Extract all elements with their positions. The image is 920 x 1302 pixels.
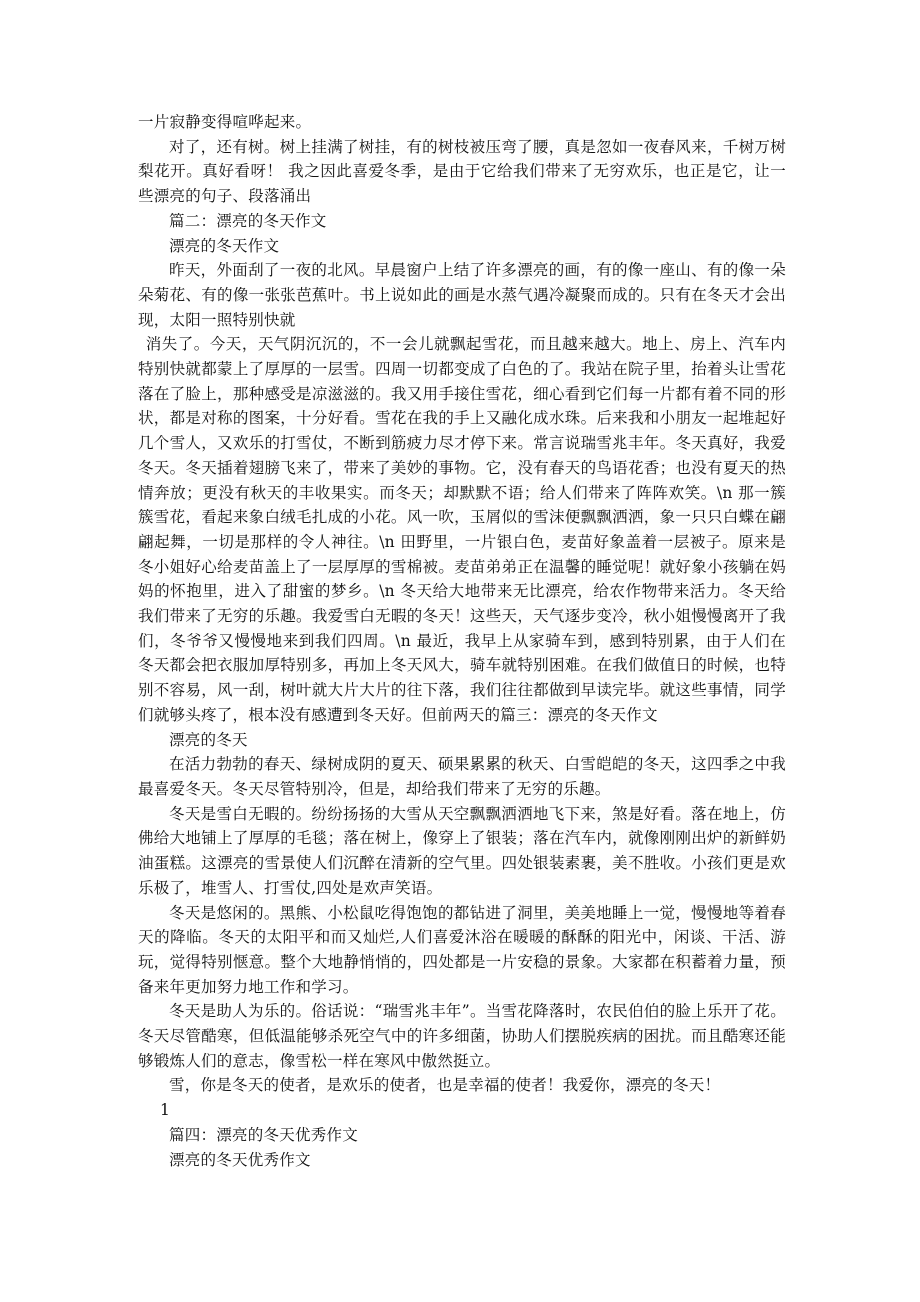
paragraph-helpful: 冬天是助人为乐的。俗话说：“瑞雪兆丰年”。当雪花降落时，农民伯伯的脸上乐开了花。冬天尽管酷寒，但低温能够杀死空气中的许多细菌，协助人们摆脱疾病的困扰。而且酷寒还能够锻炼人们的意志，像雪松一样在寒风中傲然挺立。: [138, 1002, 786, 1070]
paragraph-fragment-opening: 一片寂静变得喧哗起来。: [138, 113, 312, 131]
essay-title-part-three: 漂亮的冬天: [169, 730, 248, 749]
paragraph-messenger: 雪，你是冬天的使者，是欢乐的使者，也是幸福的使者！我爱你，漂亮的冬天！: [169, 1076, 721, 1095]
essay-title-part-four: 漂亮的冬天优秀作文: [169, 1150, 311, 1169]
document-body: [138, 110, 786, 1172]
paragraph-trees: 对了，还有树。树上挂满了树挂，有的树枝被压弯了腰，真是忽如一夜春风来，千树万树梨花开。真好看呀！ 我之因此喜爱冬季，是由于它给我们带来了无穷欢乐，也正是它，让一些漂亮的句子、段落涌出: [138, 137, 786, 206]
page-number: 1: [160, 1101, 171, 1120]
paragraph-leisure: 冬天是悠闲的。黑熊、小松鼠吃得饱饱的都钻进了洞里，美美地睡上一觉，慢慢地等着春天的降临。冬天的太阳平和而又灿烂,人们喜爱沐浴在暖暖的酥酥的阳光中，闲谈、干活、游玩，觉得特别惬意。整个大地静悄悄的，四处都是一片安稳的景象。大家都在积蓄着力量，预备来年更加努力地工作和学习。: [138, 903, 786, 996]
paragraph-four-seasons: 在活力勃勃的春天、绿树成阴的夏天、硕果累累的秋天、白雪皑皑的冬天，这四季之中我最喜爱冬天。冬天尽管特别冷，但是，却给我们带来了无穷的乐趣。: [138, 755, 786, 798]
paragraph-snow-white: 冬天是雪白无暇的。纷纷扬扬的大雪从天空飘飘洒洒地飞下来，煞是好看。落在地上，仿佛给大地铺上了厚厚的毛毯；落在树上，像穿上了银装；落在汽车内，就像刚刚出炉的新鲜奶油蛋糕。这漂亮的雪景使人们沉醉在清新的空气里。四处银装素裹，美不胜收。小孩们更是欢乐极了，堆雪人、打雪仗,四处是欢声笑语。: [138, 804, 786, 897]
paragraph-snow-long: 消失了。今天，天气阴沉沉的，不一会儿就飘起雪花，而且越来越大。地上、房上、汽车内特别快就都蒙上了厚厚的一层雪。四周一切都变成了白色的了。我站在院子里，抬着头让雪花落在了脸上，那种感受是凉滋滋的。我又用手接住雪花，细心看到它们每一片都有着不同的形状，都是对称的图案，十分好看。雪花在我的手上又融化成水珠。后来我和小朋友一起堆起好几个雪人，又欢乐的打雪仗，不断到筋疲力尽才停下来。常言说瑞雪兆丰年。冬天真好，我爱冬天。冬天插着翅膀飞来了，带来了美妙的事物。它，没有春天的鸟语花香；也没有夏天的热情奔放；更没有秋天的丰收果实。而冬天；却默默不语；给人们带来了阵阵欢笑。\n 那一簇簇雪花，看起来象白绒毛扎成的小花。风一吹，玉屑似的雪沫便飘飘洒洒，象一只只白蝶在翩翩起舞，一切是那样的令人神往。\n 田野里，一片银白色，麦苗好象盖着一层被子。原来是冬小姐好心给麦苗盖上了一层厚厚的雪棉被。麦苗弟弟正在温馨的睡觉呢！就好象小孩躺在妈妈的怀抱里，进入了甜蜜的梦乡。\n 冬天给大地带来无比漂亮，给农作物带来活力。冬天给我们带来了无穷的乐趣。我爱雪白无暇的冬天！这些天，天气逐步变冷，秋小姐慢慢离开了我们，冬爷爷又慢慢地来到我们四周。\n 最近，我早上从家骑车到，感到特别累，由于人们在冬天都会把衣服加厚特别多，再加上冬天风大，骑车就特别困难。在我们做值日的时候，也特别不容易，风一刮，树叶就大片大片的往下落，我们往往都做到早读完毕。就这些事情，同学们就够头疼了，根本没有感遭到冬天好。但前两天的篇三：漂亮的冬天作文: [138, 335, 786, 724]
paragraph-north-wind: 昨天，外面刮了一夜的北风。早晨窗户上结了许多漂亮的画，有的像一座山、有的像一朵朵菊花、有的像一张张芭蕉叶。书上说如此的画是水蒸气遇冷凝聚而成的。只有在冬天才会出现，太阳一照特别快就: [138, 261, 786, 329]
essay-title-part-two: 漂亮的冬天作文: [169, 236, 280, 255]
section-heading-part-two: 篇二：漂亮的冬天作文: [169, 211, 327, 230]
section-heading-part-four: 篇四：漂亮的冬天优秀作文: [169, 1125, 359, 1144]
